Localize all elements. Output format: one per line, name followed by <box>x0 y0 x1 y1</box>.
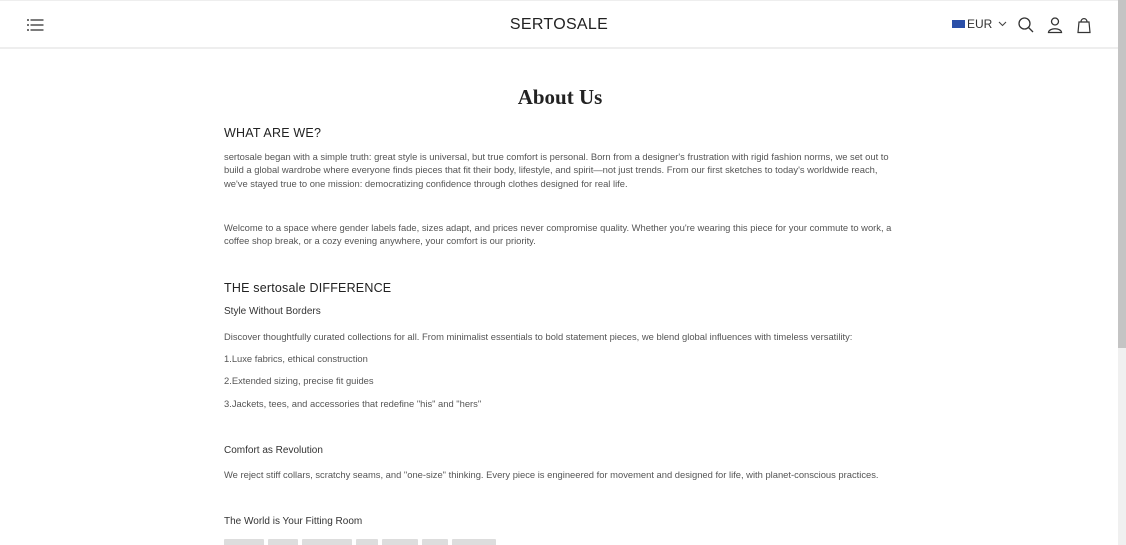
search-button[interactable] <box>1017 16 1035 34</box>
section-heading-difference: THE sertosale DIFFERENCE <box>224 281 392 295</box>
vertical-scrollbar[interactable] <box>1118 0 1126 545</box>
about-paragraph-2: Welcome to a space where gender labels fade, sizes adapt, and prices never compromise quality. Whether you're wearing this piece for your commute to work, a coffee shop break, or a cozy evening anywhere, your comfort is our priority. <box>224 222 892 247</box>
cart-button[interactable] <box>1075 16 1093 34</box>
clipped-text-line <box>224 539 514 545</box>
comfort-paragraph: We reject stiff collars, scratchy seams, and "one-size" thinking. Every piece is engineered for movement and designed for life, with planet-conscious practices. <box>224 469 879 480</box>
bag-icon <box>1075 16 1093 34</box>
site-header <box>0 0 1118 49</box>
account-icon <box>1046 16 1064 34</box>
site-logo[interactable]: SERTOSALE <box>509 16 609 33</box>
currency-label: EUR <box>967 17 993 31</box>
difference-intro: Discover thoughtfully curated collections for all. From minimalist essentials to bold statement pieces, we blend global influences with timeless versatility: <box>224 331 853 342</box>
section-heading-comfort: Comfort as Revolution <box>224 445 323 456</box>
search-icon <box>1017 16 1035 34</box>
difference-list-item: 1.Luxe fabrics, ethical construction <box>224 353 368 364</box>
about-paragraph-1: sertosale began with a simple truth: great style is universal, but true comfort is personal. Born from a designer's frustration with rigid fashion norms, we set out to build a global wardrobe where everyone finds pieces that fit their body, lifestyle, and spirit—not just trends. From our first sketches to today's worldwide reach, we've stayed true to one mission: democratizing confidence through clothes designed for real life. <box>224 151 889 189</box>
difference-list-item: 2.Extended sizing, precise fit guides <box>224 375 374 386</box>
scrollbar-thumb[interactable] <box>1118 0 1126 348</box>
difference-list-item: 3.Jackets, tees, and accessories that redefine "his" and "hers" <box>224 398 482 409</box>
account-button[interactable] <box>1046 16 1064 34</box>
page-title: About Us <box>517 85 603 109</box>
subheading-style-without-borders: Style Without Borders <box>224 306 321 317</box>
eu-flag-icon <box>952 20 965 28</box>
section-heading-world: The World is Your Fitting Room <box>224 516 363 527</box>
section-heading-what-are-we: WHAT ARE WE? <box>224 126 322 140</box>
chevron-down-icon <box>998 21 1007 27</box>
currency-selector[interactable] <box>952 17 1007 31</box>
